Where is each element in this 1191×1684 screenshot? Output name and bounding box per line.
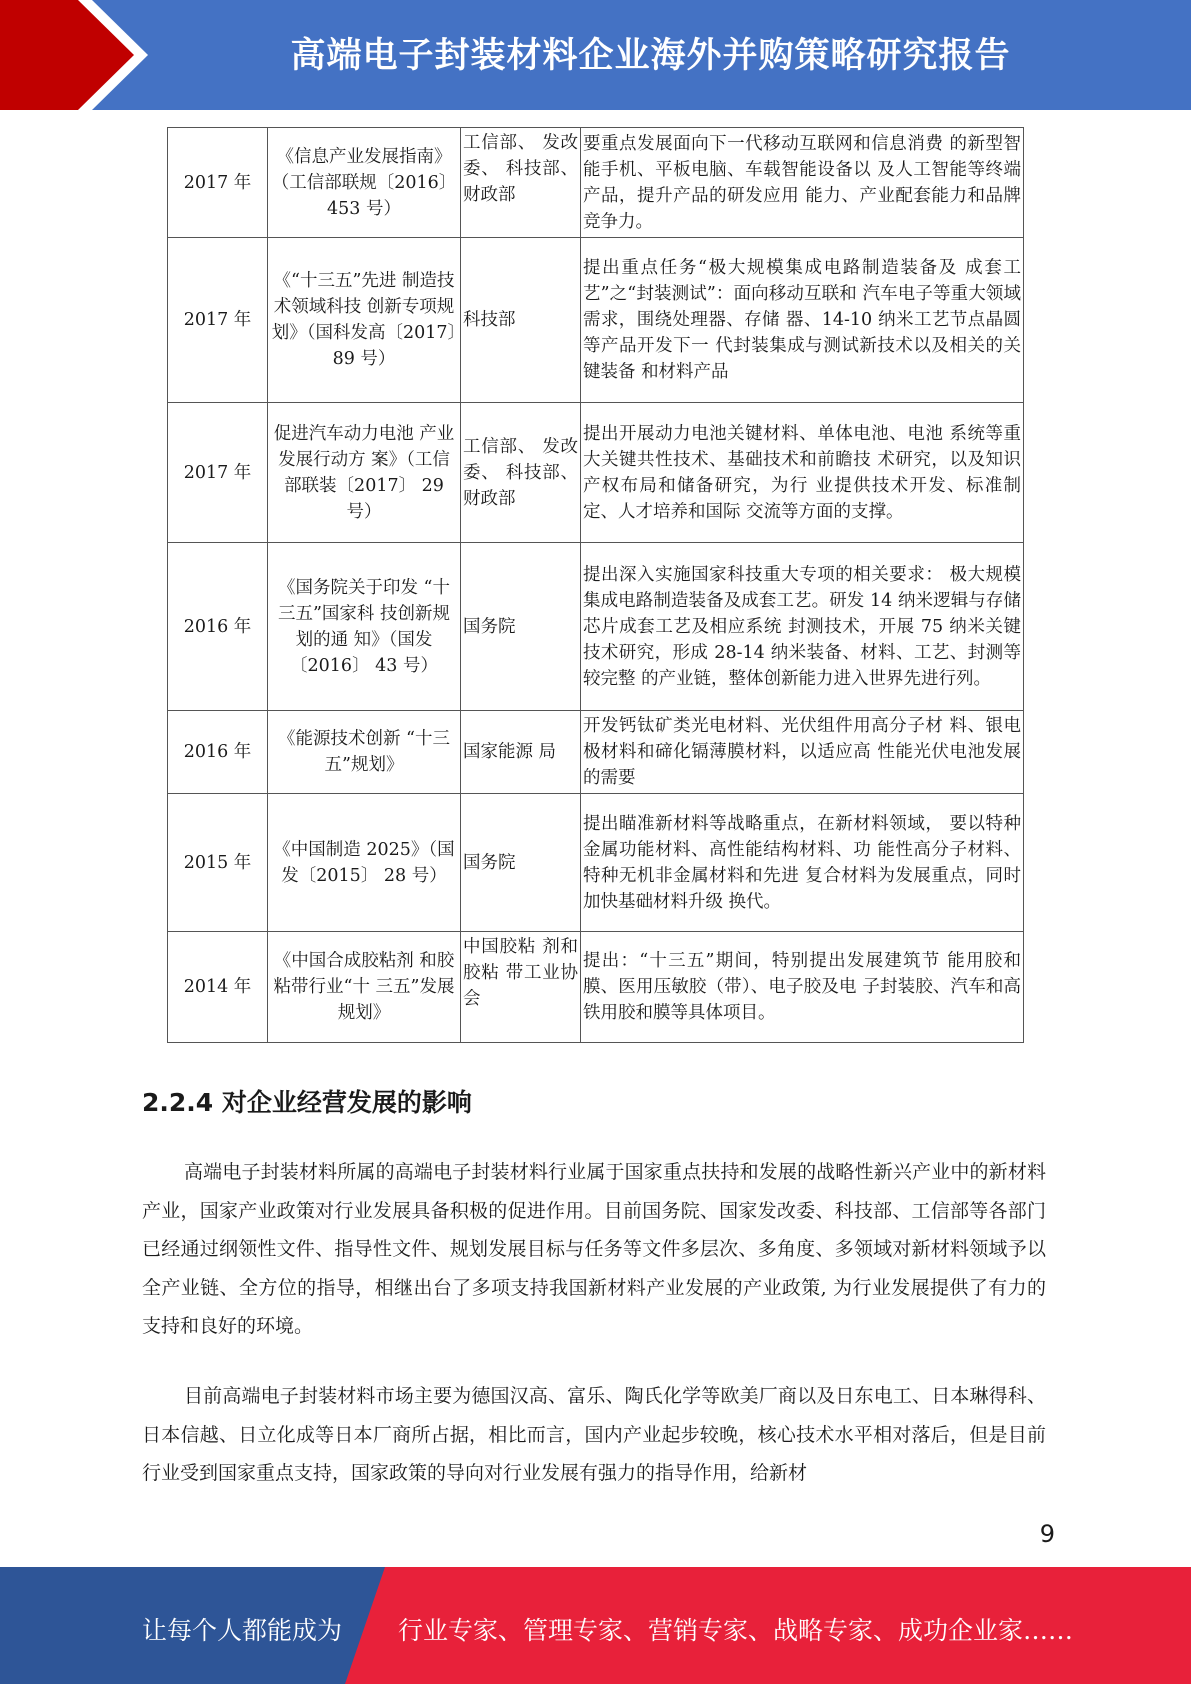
cell-document: 《国务院关于印发 “十三五”国家科 技创新规划的通 知》（国发〔2016〕 43 号） xyxy=(268,543,461,711)
cell-department: 国务院 xyxy=(461,794,581,932)
cell-year: 2016 年 xyxy=(168,711,268,794)
cell-document: 《信息产业发展指南》（工信部联规〔2016〕 453 号） xyxy=(268,128,461,238)
table-row xyxy=(168,128,1024,238)
cell-document: 《能源技术创新 “十三五”规划》 xyxy=(268,711,461,794)
cell-year: 2016 年 xyxy=(168,543,268,711)
cell-year: 2014 年 xyxy=(168,932,268,1043)
cell-department: 国务院 xyxy=(461,543,581,711)
table-row xyxy=(168,543,1024,711)
report-title: 高端电子封装材料企业海外并购策略研究报告 xyxy=(290,36,1011,76)
cell-year: 2017 年 xyxy=(168,238,268,403)
cell-content: 提出深入实施国家科技重大专项的相关要求： 极大规模集成电路制造装备及成套工艺。研发 14 纳米逻辑与存储芯片成套工艺及相应系统 封测技术，开展 75 纳米关键技术研究，形成 28-14 纳米装备、材料、工艺、封测等较完整 的产业链，整体创新能力进入世界先进行列。 xyxy=(581,543,1024,711)
table-row xyxy=(168,711,1024,794)
cell-document: 《“十三五”先进 制造技术领域科技 创新专项规划》（国科发高〔2017〕89 号） xyxy=(268,238,461,403)
cell-year: 2017 年 xyxy=(168,128,268,238)
cell-year: 2015 年 xyxy=(168,794,268,932)
cell-content: 提出开展动力电池关键材料、单体电池、电池 系统等重大关键共性技术、基础技术和前瞻技 术研究，以及知识产权布局和储备研究，为行 业提供技术开发、标准制定、人才培养和国际 交流等方面的支撑。 xyxy=(581,403,1024,543)
table-row xyxy=(168,932,1024,1043)
table-row xyxy=(168,403,1024,543)
table-row xyxy=(168,794,1024,932)
cell-content: 开发钙钛矿类光电材料、光伏组件用高分子材 料、银电极材料和碲化镉薄膜材料，以适应高 性能光伏电池发展的需要 xyxy=(581,711,1024,794)
cell-department: 国家能源 局 xyxy=(461,711,581,794)
cell-department: 中国胶粘 剂和胶粘 带工业协 会 xyxy=(461,932,581,1043)
cell-content: 提出瞄准新材料等战略重点，在新材料领域， 要以特种金属功能材料、高性能结构材料、功 能性高分子材料、特种无机非金属材料和先进 复合材料为发展重点，同时加快基础材料升级 换代。 xyxy=(581,794,1024,932)
cell-year: 2017 年 xyxy=(168,403,268,543)
footer-slogan-left: 让每个人都能成为 xyxy=(142,1616,343,1645)
cell-department: 科技部 xyxy=(461,238,581,403)
cell-document: 促进汽车动力电池 产业发展行动方 案》（工信部联装〔2017〕 29 号） xyxy=(268,403,461,543)
page-footer xyxy=(0,1567,1191,1684)
cell-department: 工信部、 发改委、 科技部、 财政部 xyxy=(461,403,581,543)
cell-document: 《中国合成胶粘剂 和胶粘带行业“十 三五”发展规划》 xyxy=(268,932,461,1043)
page-number: 9 xyxy=(1039,1520,1055,1548)
footer-slogan-right: 行业专家、管理专家、营销专家、战略专家、成功企业家…… xyxy=(398,1616,1074,1645)
cell-content: 要重点发展面向下一代移动互联网和信息消费 的新型智能手机、平板电脑、车载智能设备以 及人工智能等终端产品，提升产品的研发应用 能力、产业配套能力和品牌竞争力。 xyxy=(581,128,1024,238)
body-paragraph: 目前高端电子封装材料市场主要为德国汉高、富乐、陶氏化学等欧美厂商以及日东电工、日本琳得科、日本信越、日立化成等日本厂商所占据，相比而言，国内产业起步较晚，核心技术水平相对落后，但是目前行业受到国家重点支持，国家政策的导向对行业发展有强力的指导作用，给新材 xyxy=(142,1385,1046,1484)
page-header xyxy=(0,0,1191,110)
body-paragraph: 高端电子封装材料所属的高端电子封装材料行业属于国家重点扶持和发展的战略性新兴产业中的新材料产业，国家产业政策对行业发展具备积极的促进作用。目前国务院、国家发改委、科技部、工信部等各部门已经通过纲领性文件、指导性文件、规划发展目标与任务等文件多层次、多角度、多领域对新材料领域予以全产业链、全方位的指导，相继出台了多项支持我国新材料产业发展的产业政策, 为行业发展提供了有力的支持和良好的环境。 xyxy=(142,1161,1046,1337)
cell-document: 《中国制造 2025》（国发〔2015〕 28 号） xyxy=(268,794,461,932)
cell-content: 提出重点任务“极大规模集成电路制造装备及 成套工艺”之“封装测试”：面向移动互联和 汽车电子等重大领域需求，围绕处理器、存储 器、14-10 纳米工艺节点晶圆等产品开发下一 代封装集成与测试新技术以及相关的关键装备 和材料产品 xyxy=(581,238,1024,403)
table-row xyxy=(168,238,1024,403)
cell-department: 工信部、 发改委、 科技部、 财政部 xyxy=(461,128,581,238)
section-heading: 2.2.4 对企业经营发展的影响 xyxy=(142,1088,472,1117)
cell-content: 提出：“十三五”期间，特别提出发展建筑节 能用胶和膜、医用压敏胶（带）、电子胶及电 子封装胶、汽车和高铁用胶和膜等具体项目。 xyxy=(581,932,1024,1043)
policy-table xyxy=(167,127,1024,1043)
